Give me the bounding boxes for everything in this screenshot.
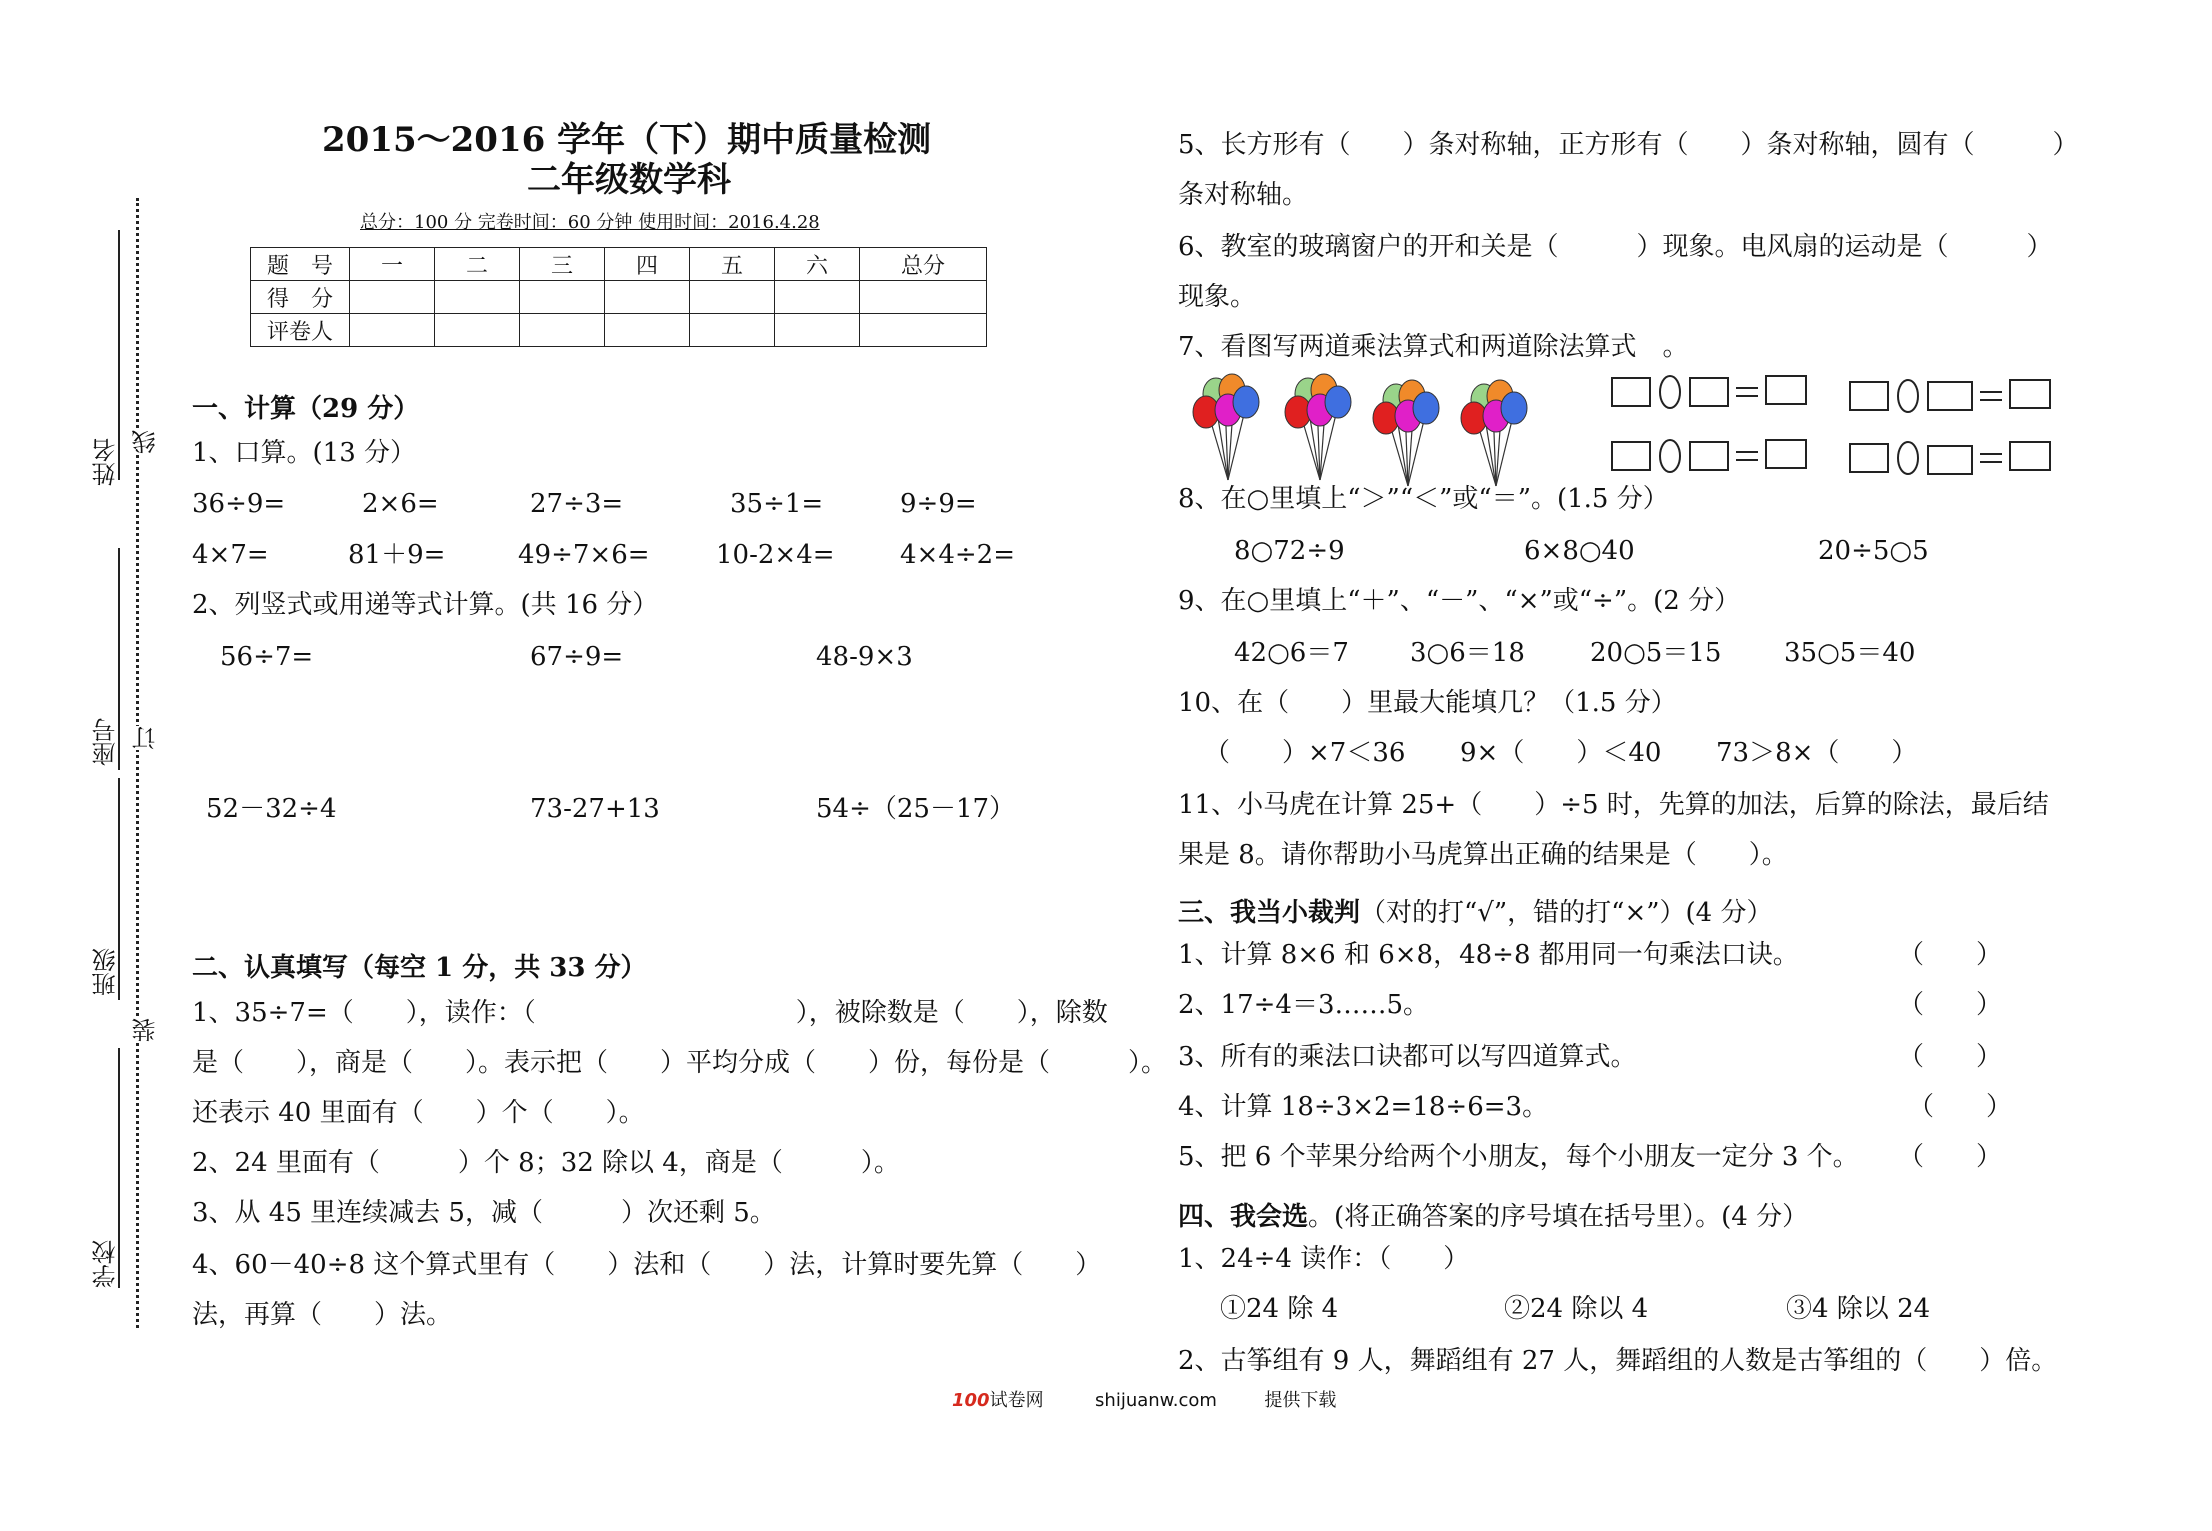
score-cell[interactable]: [605, 314, 690, 347]
fill-line: 7、看图写两道乘法算式和两道除法算式 。: [1178, 332, 1689, 362]
fill-line: 现象。: [1178, 282, 1257, 312]
written-calc-item: 48-9×3: [816, 642, 913, 672]
score-cell[interactable]: [520, 281, 605, 314]
score-table-header: 题 号: [251, 248, 350, 281]
fill-line: 6、教室的玻璃窗户的开和关是（ ）现象。电风扇的运动是（ ）: [1178, 232, 2053, 262]
score-table-header-row: [251, 248, 987, 281]
question-1-1: 1、口算。(13 分）: [192, 438, 417, 468]
max-fill-item: （ ）×7＜36: [1204, 738, 1406, 768]
fill-line: 11、小马虎在计算 25+（ ）÷5 时，先算的加法，后算的除法，最后结: [1178, 790, 2049, 820]
fill-line: 是（ ），商是（ ）。表示把（ ）平均分成（ ）份，每份是（ ）。: [192, 1048, 1168, 1078]
operator-item: 35○5＝40: [1784, 638, 1916, 668]
binding-dotted-line: [136, 198, 139, 1328]
score-cell[interactable]: [350, 281, 435, 314]
fill-line: 10、在（ ）里最大能填几？（1.5 分）: [1178, 688, 1677, 718]
score-cell[interactable]: [860, 281, 987, 314]
operator-item: 3○6＝18: [1410, 638, 1525, 668]
score-cell[interactable]: [775, 314, 860, 347]
binding-class-label: 班级: [92, 948, 120, 996]
balloon-bunch-icon: [1193, 374, 1259, 480]
fill-line: 条对称轴。: [1178, 180, 1309, 210]
score-table-header: 二: [435, 248, 520, 281]
fill-line: 2、24 里面有（ ）个 8；32 除以 4，商是（ ）。: [192, 1148, 900, 1178]
score-cell[interactable]: [350, 314, 435, 347]
judge-item: 5、把 6 个苹果分给两个小朋友，每个小朋友一定分 3 个。: [1178, 1142, 1859, 1172]
site-name: 试卷网: [989, 1390, 1044, 1411]
judge-item: 3、所有的乘法口诀都可以写四道算式。: [1178, 1042, 1637, 1072]
oral-calc-item: 35÷1=: [730, 489, 824, 519]
choice-option: ③4 除以 24: [1786, 1294, 1931, 1324]
compare-item: 20÷5○5: [1818, 536, 1929, 566]
binding-ding-mark: 订: [128, 726, 163, 750]
fill-line: 9、在○里填上“＋”、“－”、“×”或“÷”。(2 分）: [1178, 586, 1741, 616]
exam-title: 2015～2016 学年（下）期中质量检测: [322, 120, 932, 160]
exam-meta: 总分：100 分 完卷时间：60 分钟 使用时间：2016.4.28: [360, 212, 820, 233]
oral-calc-item: 4×4÷2=: [900, 540, 1015, 570]
section-4-heading: [1178, 1196, 1808, 1233]
score-table-header: 总分: [860, 248, 987, 281]
oral-calc-item: 9÷9=: [900, 489, 977, 519]
fill-line: 果是 8。请你帮助小马虎算出正确的结果是（ ）。: [1178, 840, 1788, 870]
fill-line: 1、35÷7=（ ），读作：（ ），被除数是（ ），除数: [192, 998, 1108, 1028]
oral-calc-item: 27÷3=: [530, 489, 624, 519]
binding-line-mark: 线: [128, 430, 163, 454]
choice-option: ①24 除 4: [1220, 1294, 1339, 1324]
oral-calc-item: 81＋9=: [348, 540, 446, 570]
judge-item: 1、计算 8×6 和 6×8，48÷8 都用同一句乘法口诀。: [1178, 940, 1799, 970]
written-calc-item: 52－32÷4: [206, 794, 337, 824]
score-table-row: [251, 281, 987, 314]
balloon-bunch-icon: [1461, 380, 1527, 486]
fill-line: 5、长方形有（ ）条对称轴，正方形有（ ）条对称轴，圆有（ ）: [1178, 130, 2079, 160]
score-cell[interactable]: [435, 314, 520, 347]
section-1-heading: 一、计算（29 分）: [192, 394, 420, 424]
fill-line: 还表示 40 里面有（ ）个（ ）。: [192, 1098, 645, 1128]
oral-calc-item: 36÷9=: [192, 489, 286, 519]
binding-name-label: 姓名: [92, 438, 120, 486]
binding-class-field[interactable]: [118, 778, 120, 1000]
site-domain[interactable]: shijuanw.com: [1095, 1390, 1217, 1411]
operator-item: 20○5＝15: [1590, 638, 1722, 668]
binding-school-field[interactable]: [118, 1048, 120, 1288]
balloons-illustration: [1188, 370, 1568, 488]
binding-school-label: 学校: [92, 1240, 120, 1288]
equation-template-icon: [1612, 440, 1806, 472]
oral-calc-item: 2×6=: [362, 489, 439, 519]
judge-answer-paren[interactable]: （ ）: [1908, 1092, 2013, 1122]
score-table-header: 六: [775, 248, 860, 281]
score-cell[interactable]: [520, 314, 605, 347]
exam-subtitle: 二年级数学科: [527, 160, 731, 200]
operator-item: 42○6＝7: [1234, 638, 1349, 668]
score-table-header: 五: [690, 248, 775, 281]
judge-answer-paren[interactable]: （ ）: [1898, 940, 2003, 970]
score-table: [250, 247, 987, 347]
max-fill-item: 9×（ ）＜40: [1460, 738, 1662, 768]
score-table-header: 四: [605, 248, 690, 281]
judge-answer-paren[interactable]: （ ）: [1898, 1042, 2003, 1072]
score-row-label: 评卷人: [251, 314, 350, 347]
written-calc-item: 73-27+13: [530, 794, 660, 824]
max-fill-item: 73＞8×（ ）: [1716, 738, 1918, 768]
fill-line: 8、在○里填上“＞”“＜”或“＝”。(1.5 分）: [1178, 484, 1669, 514]
binding-seat-label: 座号: [92, 718, 120, 766]
section-2-heading: 二、认真填写（每空 1 分，共 33 分）: [192, 953, 647, 983]
judge-answer-paren[interactable]: （ ）: [1898, 990, 2003, 1020]
fill-line: 4、60－40÷8 这个算式里有（ ）法和（ ）法，计算时要先算（ ）: [192, 1250, 1102, 1280]
binding-zhuang-mark: 装: [128, 1018, 163, 1042]
section-3-heading: [1178, 892, 1773, 929]
written-calc-item: 56÷7=: [220, 642, 314, 672]
written-calc-item: 54÷（25－17）: [816, 794, 1016, 824]
score-cell[interactable]: [605, 281, 690, 314]
score-table-row: [251, 314, 987, 347]
choice-question: 2、古筝组有 9 人，舞蹈组有 27 人，舞蹈组的人数是古筝组的（ ）倍。: [1178, 1346, 2058, 1376]
binding-name-field[interactable]: [118, 230, 120, 480]
score-row-label: 得 分: [251, 281, 350, 314]
equation-templates: [1608, 370, 2068, 482]
site-logo: 100: [952, 1390, 990, 1411]
oral-calc-item: 10-2×4=: [716, 540, 835, 570]
choice-option: ②24 除以 4: [1504, 1294, 1649, 1324]
written-calc-item: 67÷9=: [530, 642, 624, 672]
equation-template-icon: [1612, 376, 1806, 408]
compare-item: 8○72÷9: [1234, 536, 1345, 566]
footer: [952, 1386, 1336, 1412]
section-3-title: 三、我当小裁判: [1178, 898, 1361, 928]
compare-item: 6×8○40: [1524, 536, 1635, 566]
score-cell[interactable]: [775, 281, 860, 314]
judge-item: 4、计算 18÷3×2=18÷6=3。: [1178, 1092, 1549, 1122]
choice-question: 1、24÷4 读作：（ ）: [1178, 1244, 1470, 1274]
score-table-header: 一: [350, 248, 435, 281]
oral-calc-item: 4×7=: [192, 540, 269, 570]
score-cell[interactable]: [860, 314, 987, 347]
oral-calc-item: 49÷7×6=: [518, 540, 650, 570]
judge-item: 2、17÷4＝3……5。: [1178, 990, 1430, 1020]
equation-template-icon: [1850, 442, 2050, 474]
score-cell[interactable]: [690, 281, 775, 314]
score-cell[interactable]: [435, 281, 520, 314]
section-4-note: 。(将正确答案的序号填在括号里）。(4 分）: [1308, 1202, 1809, 1232]
judge-answer-paren[interactable]: （ ）: [1898, 1142, 2003, 1172]
balloon-bunch-icon: [1285, 374, 1351, 480]
section-4-title: 四、我会选: [1178, 1202, 1309, 1232]
fill-line: 3、从 45 里连续减去 5，减（ ）次还剩 5。: [192, 1198, 776, 1228]
balloon-bunch-icon: [1373, 380, 1439, 486]
binding-seat-field[interactable]: [118, 548, 120, 770]
score-table-header: 三: [520, 248, 605, 281]
fill-line: 法，再算（ ）法。: [192, 1300, 453, 1330]
score-cell[interactable]: [690, 314, 775, 347]
equation-template-icon: [1850, 380, 2050, 412]
download-note: 提供下载: [1264, 1390, 1337, 1411]
section-3-note: （对的打“√”，错的打“×”）(4 分）: [1360, 898, 1773, 928]
question-1-2: 2、列竖式或用递等式计算。(共 16 分）: [192, 590, 659, 620]
